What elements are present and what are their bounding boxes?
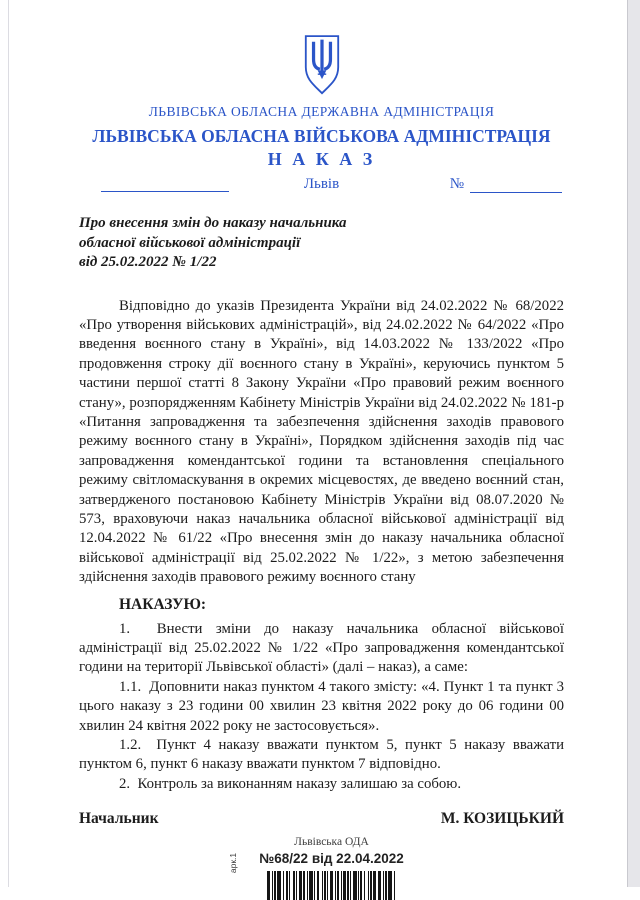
barcode-icon [267, 871, 397, 900]
doc-type-title: Н А К А З [267, 149, 376, 169]
signature-title: Начальник [79, 810, 159, 828]
order-item: 1.2. Пункт 4 наказу вважати пунктом 5, пункт 5 наказу вважати пунктом 6, пункт 6 наказу вважати пунктом 7 відповідно. [79, 737, 564, 773]
city-label: Львів [303, 176, 340, 192]
subject-line: від 25.02.2022 № 1/22 [79, 254, 217, 270]
number-blank-line [470, 176, 562, 193]
stamp-org: Львівська ОДА [294, 836, 369, 849]
signature-row [79, 810, 564, 828]
registration-stamp [227, 836, 437, 900]
date-number-line [79, 176, 564, 198]
order-items [79, 620, 564, 795]
order-item: 2. Контроль за виконанням наказу залишаю за собою. [119, 775, 462, 792]
subject-line: Про внесення змін до наказу начальника [79, 215, 347, 231]
org-small-title: ЛЬВІВСЬКА ОБЛАСНА ДЕРЖАВНА АДМІНІСТРАЦІЯ [148, 104, 495, 119]
intro-paragraph: Відповідно до указів Президента України від 24.02.2022 № 68/2022 «Про утворення військових адміністрацій», від 24.02.2022 № 64/2022 «Про введення воєнного стану в Україні», від 14.03.2022 № 133/2022 «Про продовження строку дії воєнного стану в Україні», керуючись пунктом 5 частини першої статті 8 Закону України «Про правовий режим воєнного стану», розпорядженням Кабінету Міністрів України від 24.02.2022 № 181-р «Питання запровадження та забезпечення здійснення заходів правового режиму воєнного стану в Україні», Порядком здійснення заходів під час запровадження комендантської години та встановлення спеціального режиму світломаскування в окремих місцевостях, де введено воєнний стан, затвердженого постановою Кабінету Міністрів України від 08.07.2020 № 573, враховуючи наказ начальника обласної військової адміністрації від 12.04.2022 № 61/22 «Про внесення змін до наказу начальника обласної військової адміністрації від 25.02.2022 № 1/22», з метою забезпечення здійснення заходів правового режиму воєнного стану [79, 297, 564, 586]
order-item: 1.1. Доповнити наказ пунктом 4 такого змісту: «4. Пункт 1 та пункт 3 цього наказу з 23 години 00 хвилин 23 квітня 2022 року до 06 години 00 хвилин 24 квітня 2022 року не застосовується». [79, 678, 564, 734]
org-main-title: ЛЬВІВСЬКА ОБЛАСНА ВІЙСЬКОВА АДМІНІСТРАЦІЯ [92, 126, 551, 146]
resolve-word: НАКАЗУЮ: [119, 595, 207, 613]
subject-line: обласної військової адміністрації [79, 234, 301, 251]
document-page [8, 0, 628, 887]
ukraine-trident-icon [299, 34, 345, 96]
order-item: 1. Внести зміни до наказу начальника обласної військової адміністрації від 25.02.2022 № 1/22 «Про запровадження комендантської години на території Львівської області» (далі – наказ), а саме: [79, 620, 564, 676]
scan-edge [627, 0, 640, 887]
number-group [450, 176, 562, 193]
signatory-name: М. КОЗИЦЬКИЙ [440, 810, 564, 828]
sheet-label: арк.1 [227, 853, 238, 874]
stamp-number: №68/22 від 22.04.2022 [259, 851, 404, 867]
number-label: № [449, 176, 464, 192]
subject-block [79, 214, 564, 273]
